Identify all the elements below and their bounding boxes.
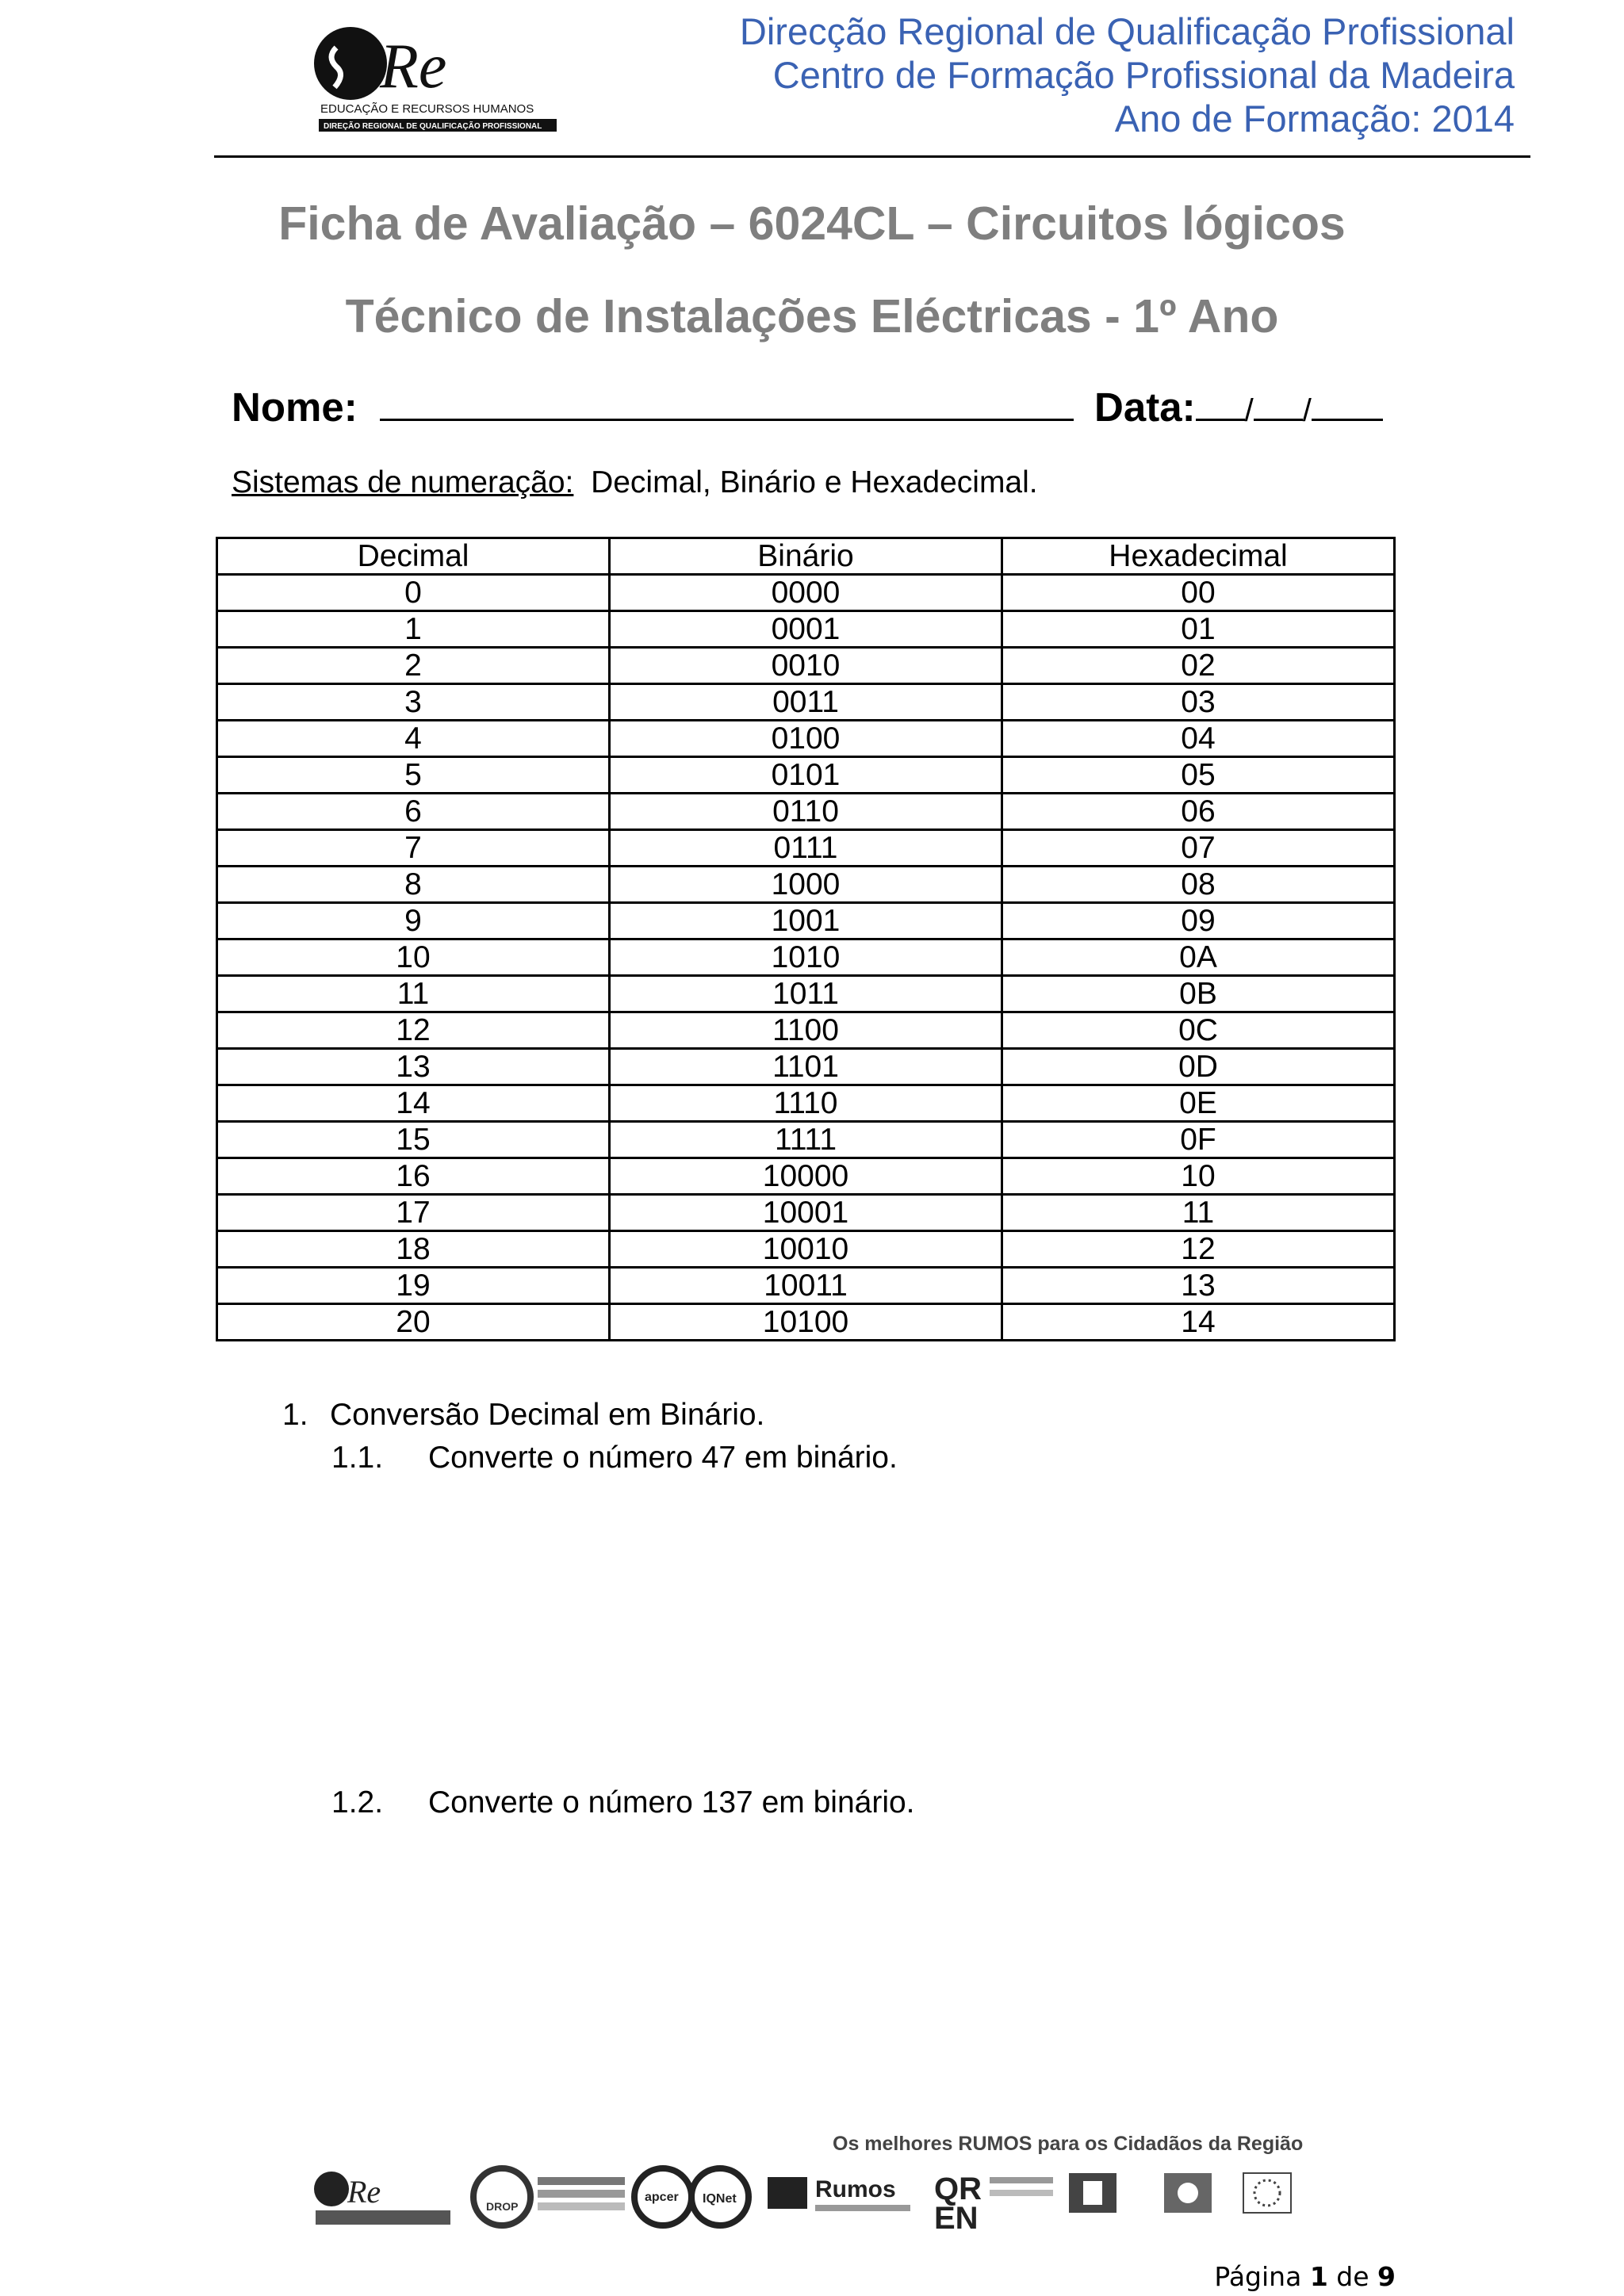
page-title: Ficha de Avaliação – 6024CL – Circuitos lógicos [278,197,1346,250]
date-label: Data: [1094,385,1196,430]
binary-cell: 1101 [610,1049,1002,1085]
question-1-1-number: 1.1. [331,1441,384,1475]
header-line2: Centro de Formação Profissional da Madeira [772,54,1515,96]
binary-cell: 10001 [610,1195,1002,1231]
decimal-cell: 1 [217,611,610,648]
binary-cell: 1011 [610,976,1002,1012]
table-row [217,684,1395,721]
table-row [217,976,1395,1012]
decimal-cell: 19 [217,1268,610,1304]
hex-cell: 02 [1002,648,1395,684]
question-1-1 [331,1441,898,1475]
table-row [217,867,1395,903]
table-row [217,830,1395,867]
eu-flag-icon [1243,2173,1291,2213]
question-1-2-number: 1.2. [331,1785,384,1820]
rumos-logo [768,2176,910,2211]
page-number [1214,2261,1396,2292]
column-header-binary: Binário [610,538,1002,575]
qren-logo [934,2172,1053,2233]
binary-cell: 10010 [610,1231,1002,1268]
question-1-number: 1. [282,1398,308,1432]
svg-text:IQNet: IQNet [703,2192,737,2206]
svg-text:DROP: DROP [486,2200,519,2213]
hex-cell: 09 [1002,903,1395,939]
systems-text: Decimal, Binário e Hexadecimal. [591,465,1038,499]
table-row [217,1049,1395,1085]
decimal-cell: 17 [217,1195,610,1231]
table-row [217,1268,1395,1304]
date-day-field[interactable] [1196,379,1245,421]
binary-cell: 10000 [610,1158,1002,1195]
hex-cell: 0F [1002,1122,1395,1158]
name-date-row [232,379,1383,430]
table-row [217,903,1395,939]
systems-label: Sistemas de numeração: [232,465,574,499]
question-1-text: Conversão Decimal em Binário. [330,1398,765,1432]
hex-cell: 0A [1002,939,1395,976]
date-separator: / [1302,393,1312,428]
question-1-2-text: Converte o número 137 em binário. [428,1785,915,1820]
binary-cell: 0101 [610,757,1002,794]
table-row [217,575,1395,611]
binary-cell: 0000 [610,575,1002,611]
table-row [217,611,1395,648]
decimal-cell: 2 [217,648,610,684]
header-line3: Ano de Formação: 2014 [1114,98,1515,140]
hex-cell: 01 [1002,611,1395,648]
binary-cell: 1000 [610,867,1002,903]
footer-logo-strip [308,2161,1299,2233]
hex-cell: 12 [1002,1231,1395,1268]
header-divider [214,155,1530,158]
decimal-cell: 8 [217,867,610,903]
hex-cell: 0C [1002,1012,1395,1049]
table-row [217,1158,1395,1195]
conversion-table [216,537,1396,1341]
hex-cell: 03 [1002,684,1395,721]
decimal-cell: 18 [217,1231,610,1268]
table-row [217,939,1395,976]
apcer-logo [634,2168,691,2225]
table-row [217,648,1395,684]
hex-cell: 00 [1002,575,1395,611]
binary-cell: 0111 [610,830,1002,867]
decimal-cell: 9 [217,903,610,939]
binary-cell: 0100 [610,721,1002,757]
page-subtitle: Técnico de Instalações Eléctricas - 1º Ano [345,290,1279,342]
rumos-label: Rumos [815,2176,896,2202]
binary-cell: 0010 [610,648,1002,684]
logo-line2: DIREÇÃO REGIONAL DE QUALIFICAÇÃO PROFISSIONAL [324,122,542,131]
svg-text:QR: QR [934,2172,982,2206]
government-emblem-icon [1164,2173,1212,2213]
hex-cell: 04 [1002,721,1395,757]
table-row [217,757,1395,794]
page-total: 9 [1377,2261,1396,2292]
binary-cell: 0110 [610,794,1002,830]
hex-cell: 14 [1002,1304,1395,1341]
table-row [217,794,1395,830]
binary-cell: 0011 [610,684,1002,721]
table-row [217,721,1395,757]
header-institution [740,10,1515,140]
table-row [217,1012,1395,1049]
hex-cell: 07 [1002,830,1395,867]
logo-wordmark: Re [380,32,447,101]
svg-text:Re: Re [347,2174,381,2210]
date-year-field[interactable] [1312,379,1383,421]
name-label: Nome: [232,385,358,430]
hex-cell: 0E [1002,1085,1395,1122]
binary-cell: 0001 [610,611,1002,648]
decimal-cell: 5 [217,757,610,794]
decimal-cell: 4 [217,721,610,757]
header-line1: Direcção Regional de Qualificação Profissional [739,10,1515,52]
iqnet-logo [691,2168,749,2225]
date-month-field[interactable] [1254,379,1303,421]
table-row [217,1304,1395,1341]
question-1-1-text: Converte o número 47 em binário. [428,1441,898,1475]
region-emblem-icon [1069,2173,1116,2213]
binary-cell: 10011 [610,1268,1002,1304]
svg-text:EN: EN [934,2201,979,2233]
drop-logo [473,2168,625,2225]
logo-line1: EDUCAÇÃO E RECURSOS HUMANOS [320,102,534,116]
svg-text:apcer: apcer [645,2191,679,2204]
binary-cell: 1110 [610,1085,1002,1122]
table-row [217,1085,1395,1122]
decimal-cell: 6 [217,794,610,830]
decimal-cell: 11 [217,976,610,1012]
hex-cell: 10 [1002,1158,1395,1195]
name-field[interactable] [380,379,1074,421]
hex-cell: 13 [1002,1268,1395,1304]
hex-cell: 05 [1002,757,1395,794]
hex-cell: 0B [1002,976,1395,1012]
binary-cell: 1100 [610,1012,1002,1049]
hex-cell: 0D [1002,1049,1395,1085]
sre-logo [304,24,566,135]
question-1-2 [331,1785,915,1820]
column-header-hex: Hexadecimal [1002,538,1395,575]
decimal-cell: 20 [217,1304,610,1341]
decimal-cell: 14 [217,1085,610,1122]
decimal-cell: 3 [217,684,610,721]
decimal-cell: 10 [217,939,610,976]
hex-cell: 08 [1002,867,1395,903]
decimal-cell: 16 [217,1158,610,1195]
hex-cell: 06 [1002,794,1395,830]
binary-cell: 1111 [610,1122,1002,1158]
table-row [217,1122,1395,1158]
table-row [217,1195,1395,1231]
table-header-row [217,538,1395,575]
decimal-cell: 12 [217,1012,610,1049]
footer-tagline: Os melhores RUMOS para os Cidadãos da Região [833,2133,1304,2155]
binary-cell: 1001 [610,903,1002,939]
decimal-cell: 13 [217,1049,610,1085]
sre-small-logo [314,2172,450,2225]
decimal-cell: 15 [217,1122,610,1158]
hex-cell: 11 [1002,1195,1395,1231]
page-prefix: Página [1214,2261,1302,2292]
decimal-cell: 7 [217,830,610,867]
binary-cell: 10100 [610,1304,1002,1341]
decimal-cell: 0 [217,575,610,611]
table-row [217,1231,1395,1268]
binary-cell: 1010 [610,939,1002,976]
page-of: de [1336,2261,1369,2292]
page-current: 1 [1309,2261,1328,2292]
date-separator: / [1244,393,1254,428]
question-1 [282,1398,764,1433]
column-header-decimal: Decimal [217,538,610,575]
numbering-systems [232,465,1038,500]
